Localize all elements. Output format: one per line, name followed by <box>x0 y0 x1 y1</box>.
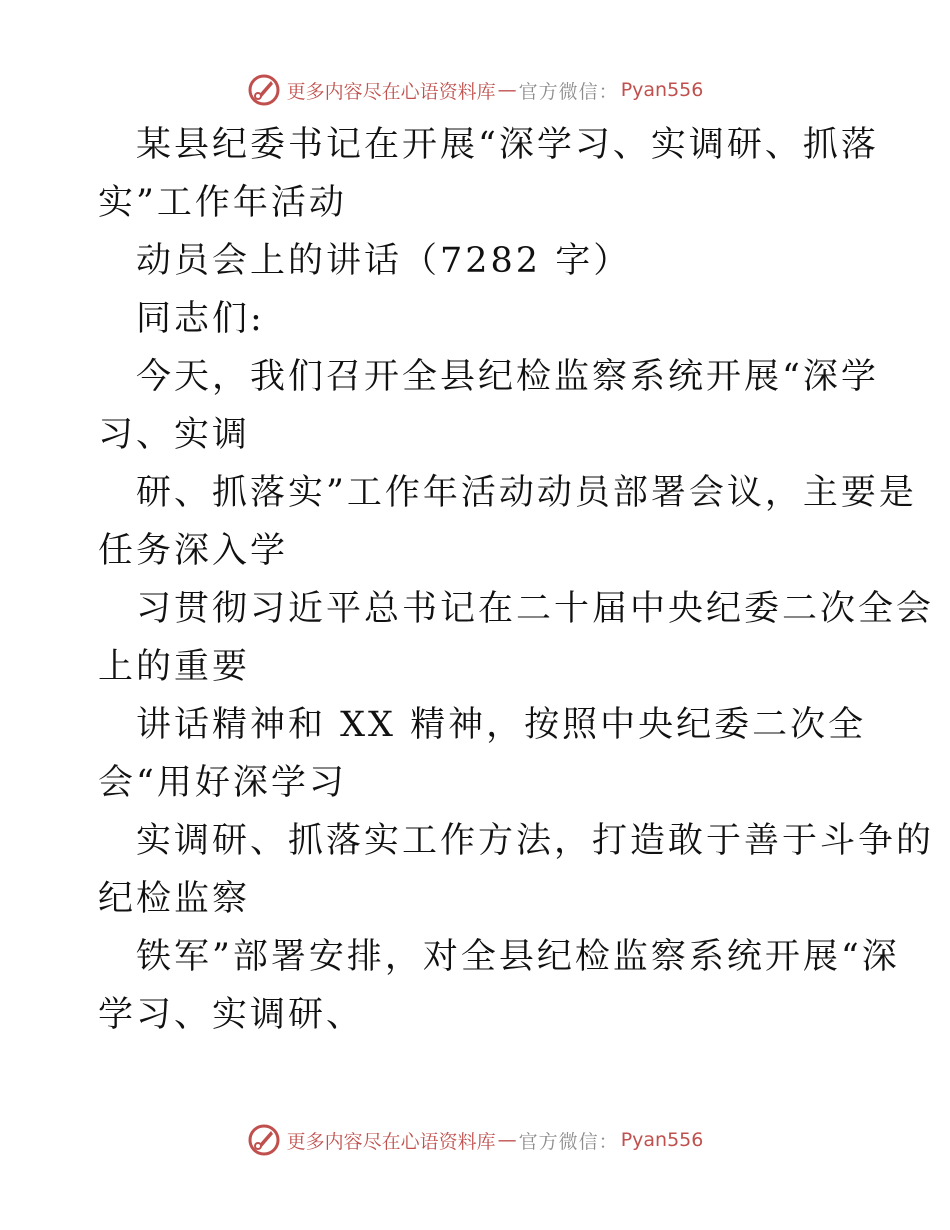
paragraph-salutation <box>98 290 858 348</box>
watermark-wechat-label: 官方微信： <box>518 80 619 103</box>
paragraph-body <box>98 812 935 928</box>
text-line: 习、实调 <box>98 415 251 455</box>
text-line: 同志们: <box>136 299 265 339</box>
text-line: 实”工作年活动 <box>98 183 347 223</box>
watermark-dash: — <box>497 79 517 101</box>
document-body <box>98 116 935 1044</box>
text-line: 习贯彻习近平总书记在二十届中央纪委二次全会 <box>136 589 935 629</box>
watermark-brand-text: 更多内容尽在心语资料库 <box>286 1130 496 1153</box>
paragraph-title-1 <box>98 116 879 232</box>
watermark-brand-text: 更多内容尽在心语资料库 <box>286 80 496 103</box>
text-line: 动员会上的讲话（7282 字） <box>136 241 632 281</box>
text-line: 实调研、抓落实工作方法，打造敢于善于斗争的 <box>136 821 935 861</box>
quill-seal-icon <box>247 73 281 107</box>
watermark-dash: — <box>497 1129 517 1151</box>
paragraph-body <box>98 464 917 580</box>
paragraph-body <box>98 928 900 1044</box>
paragraph-body <box>98 696 867 812</box>
footer-watermark <box>0 1120 950 1160</box>
text-line: 学习、实调研、 <box>98 995 365 1035</box>
paragraph-title-2 <box>98 232 858 290</box>
paragraph-body <box>98 348 879 464</box>
text-line: 上的重要 <box>98 647 251 687</box>
text-line: 铁军”部署安排，对全县纪检监察系统开展“深 <box>136 937 900 977</box>
watermark-wechat-id: Pyan556 <box>620 79 704 101</box>
text-line: 会“用好深学习 <box>98 763 347 803</box>
header-watermark <box>0 70 950 110</box>
watermark-wechat-label: 官方微信： <box>518 1130 619 1153</box>
text-line: 今天，我们召开全县纪检监察系统开展“深学 <box>136 357 879 397</box>
text-line: 研、抓落实”工作年活动动员部署会议，主要是 <box>136 473 917 513</box>
watermark-wechat-id: Pyan556 <box>620 1129 704 1151</box>
text-line: 某县纪委书记在开展“深学习、实调研、抓落 <box>136 125 879 165</box>
paragraph-body <box>98 580 935 696</box>
text-line: 讲话精神和 XX 精神，按照中央纪委二次全 <box>136 705 867 745</box>
text-line: 任务深入学 <box>98 531 289 571</box>
quill-seal-icon <box>247 1123 281 1157</box>
text-line: 纪检监察 <box>98 879 251 919</box>
